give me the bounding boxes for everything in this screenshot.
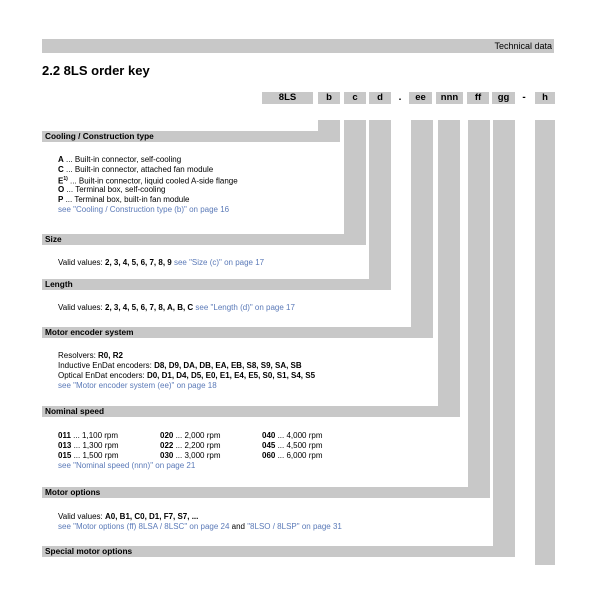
encoder-link[interactable]: see "Motor encoder system (ee)" on page 18 [58,381,217,390]
order-key-cell-h: h [535,92,555,104]
speed-entry: 040 ... 4,000 rpm [262,431,323,440]
cooling-item-p: P ... Terminal box, built-in fan module [58,195,190,204]
order-key-cell-d: d [369,92,391,104]
speed-entry: 015 ... 1,500 rpm [58,451,119,460]
section-heading-cooling: Cooling / Construction type [42,131,340,142]
size-values: Valid values: 2, 3, 4, 5, 6, 7, 8, 9 see "Size (c)" on page 17 [58,258,265,267]
options-link-8lso[interactable]: "8LSO / 8LSP" on page 31 [247,522,342,531]
connector-b [318,120,340,131]
order-key-cell-nnn: nnn [436,92,463,104]
order-key-cell-b: b [318,92,340,104]
encoder-inductive: Inductive EnDat encoders: D8, D9, DA, DB, EA, EB, S8, S9, SA, SB [58,361,302,370]
cooling-item-o: O ... Terminal box, self-cooling [58,185,166,194]
cooling-item-e: $E^{1)}$ ... Built-in connector, liquid cooled A-side flange [58,176,238,186]
options-links: see "Motor options (ff) 8LSA / 8LSC" on page 24 and "8LSO / 8LSP" on page 31 [58,522,342,531]
connector-d [369,120,391,285]
speed-link[interactable]: see "Nominal speed (nnn)" on page 21 [58,461,196,470]
section-heading-length: Length [42,279,391,290]
cooling-item-a: A ... Built-in connector, self-cooling [58,155,182,164]
order-key-cell-ee: ee [409,92,432,104]
options-link-8lsa[interactable]: see "Motor options (ff) 8LSA / 8LSC" on page 24 [58,522,230,531]
size-link[interactable]: see "Size (c)" on page 17 [173,258,265,267]
cooling-link[interactable]: see "Cooling / Construction type (b)" on page 16 [58,205,230,214]
speed-entry: 045 ... 4,500 rpm [262,441,323,450]
connector-c [344,120,366,245]
speed-entry: 060 ... 6,000 rpm [262,451,323,460]
order-key-cell-c: c [344,92,366,104]
order-key-cell-gg: gg [492,92,515,104]
order-key-separator-dash: - [522,92,526,103]
connector-gg [493,120,515,546]
length-values: Valid values: 2, 3, 4, 5, 6, 7, 8, A, B, C see "Length (d)" on page 17 [58,303,295,312]
section-heading-options: Motor options [42,487,490,498]
order-key-cell-ff: ff [467,92,489,104]
section-heading-speed: Nominal speed [42,406,460,417]
speed-entry: 030 ... 3,000 rpm [160,451,221,460]
section-heading-encoder: Motor encoder system [42,327,433,338]
header-label: Technical data [494,41,552,51]
speed-entry: 011 ... 1,100 rpm [58,431,119,440]
section-heading-size: Size [42,234,366,245]
page-title: 2.2 8LS order key [42,63,150,78]
order-key-separator-dot: . [398,92,402,103]
connector-h [535,120,555,565]
encoder-resolvers: Resolvers: R0, R2 [58,351,123,360]
options-values: Valid values: A0, B1, C0, D1, F7, S7, ... [58,512,199,521]
connector-ee [411,120,433,328]
length-link[interactable]: see "Length (d)" on page 17 [195,303,295,312]
encoder-optical: Optical EnDat encoders: D0, D1, D4, D5, E0, E1, E4, E5, S0, S1, S4, S5 [58,371,316,380]
connector-ff [468,120,490,487]
speed-entry: 020 ... 2,000 rpm [160,431,221,440]
speed-entry: 022 ... 2,200 rpm [160,441,221,450]
section-heading-special: Special motor options [42,546,515,557]
cooling-item-c: C ... Built-in connector, attached fan module [58,165,214,174]
connector-nnn [438,120,460,407]
header-bar [42,39,554,53]
speed-entry: 013 ... 1,300 rpm [58,441,119,450]
order-key-cell-8ls: 8LS [262,92,313,104]
